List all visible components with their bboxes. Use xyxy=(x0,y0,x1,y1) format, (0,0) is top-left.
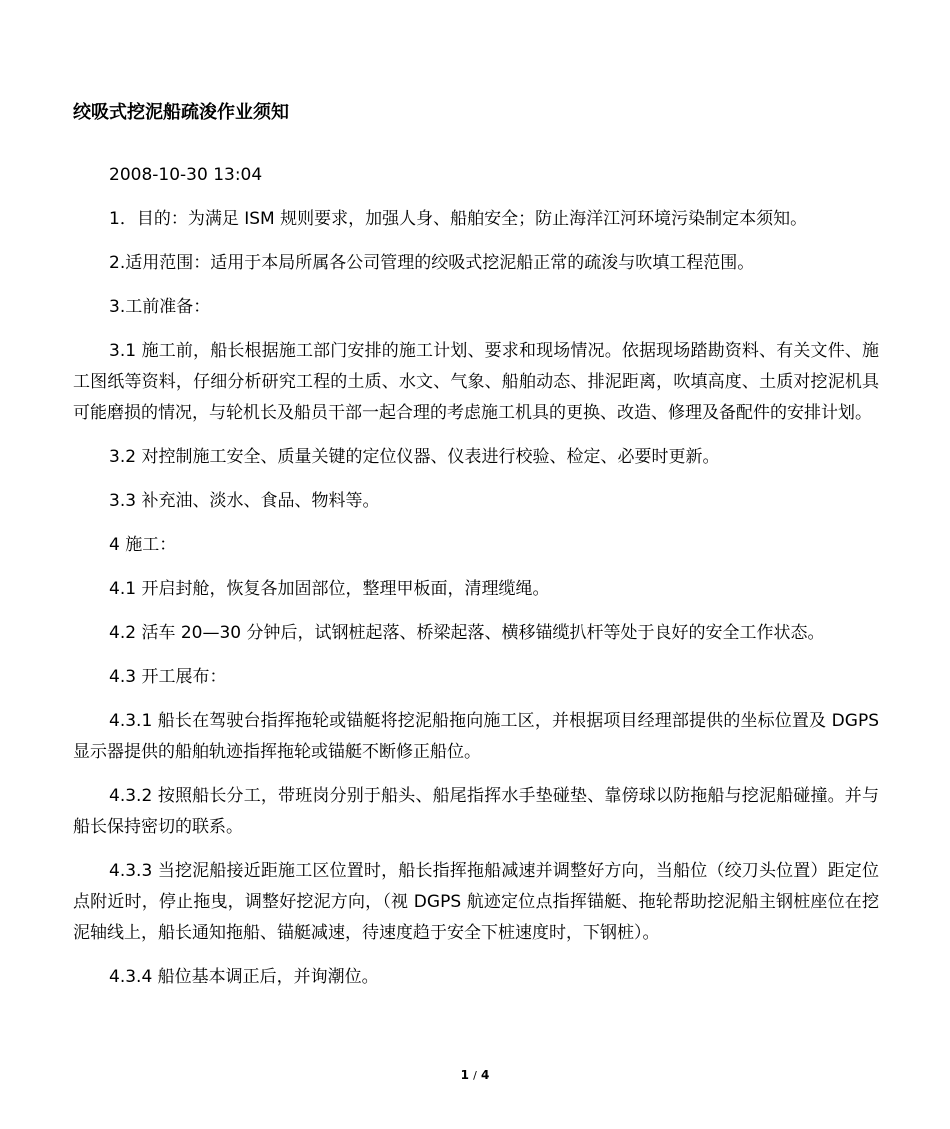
paragraph-3-1: 3.1 施工前，船长根据施工部门安排的施工计划、要求和现场情况。依据现场踏勘资料、有关文件、施工图纸等资料，仔细分析研究工程的土质、水文、气象、船舶动态、排泥距离，吹填高度、土质对挖泥机具可能磨损的情况，与轮机长及船员干部一起合理的考虑施工机具的更换、改造、修理及备配件的安排计划。 xyxy=(73,341,879,423)
page-number xyxy=(0,1068,950,1082)
document-title: 绞吸式挖泥船疏浚作业须知 xyxy=(73,102,289,123)
document-date: 2008-10-30 13:04 xyxy=(109,165,263,185)
paragraph-4-construction: 4 施工： xyxy=(109,535,177,555)
total-pages: 4 xyxy=(481,1068,490,1082)
paragraph-2-scope: 2.适用范围：适用于本局所属各公司管理的绞吸式挖泥船正常的疏浚与吹填工程范围。 xyxy=(109,253,755,273)
paragraph-4-3-3: 4.3.3 当挖泥船接近距施工区位置时，船长指挥拖船减速并调整好方向，当船位（绞刀头位置）距定位点附近时，停止拖曳，调整好挖泥方向，（视 DGPS 航迹定位点指挥锚艇、拖轮帮助挖泥船主钢桩座位在挖泥轴线上，船长通知拖船、锚艇减速，待速度趋于安全下桩速度时，下钢桩）。 xyxy=(73,861,879,943)
document-body xyxy=(73,160,879,1006)
paragraph-3-3: 3.3 补充油、淡水、食品、物料等。 xyxy=(109,491,380,511)
paragraph-3-2: 3.2 对控制施工安全、质量关键的定位仪器、仪表进行校验、检定、必要时更新。 xyxy=(109,447,720,467)
paragraph-4-3-1: 4.3.1 船长在驾驶台指挥拖轮或锚艇将挖泥船拖向施工区，并根据项目经理部提供的坐标位置及 DGPS 显示器提供的船舶轨迹指挥拖轮或锚艇不断修正船位。 xyxy=(73,711,879,762)
paragraph-3-preparation: 3.工前准备： xyxy=(109,297,211,317)
paragraph-1-purpose: 1．目的：为满足 ISM 规则要求，加强人身、船舶安全；防止海洋江河环境污染制定本须知。 xyxy=(109,209,808,229)
paragraph-4-1: 4.1 开启封舱，恢复各加固部位，整理甲板面，清理缆绳。 xyxy=(109,579,550,599)
paragraph-4-3-4: 4.3.4 船位基本调正后，并询潮位。 xyxy=(109,967,379,987)
page-separator: / xyxy=(473,1069,477,1082)
paragraph-4-2: 4.2 活车 20—30 分钟后，试钢桩起落、桥梁起落、横移锚缆扒杆等处于良好的安全工作状态。 xyxy=(109,623,825,643)
paragraph-4-3-2: 4.3.2 按照船长分工，带班岗分别于船头、船尾指挥水手垫碰垫、靠傍球以防拖船与挖泥船碰撞。并与船长保持密切的联系。 xyxy=(73,786,879,837)
current-page: 1 xyxy=(460,1068,469,1082)
paragraph-4-3: 4.3 开工展布： xyxy=(109,667,227,687)
